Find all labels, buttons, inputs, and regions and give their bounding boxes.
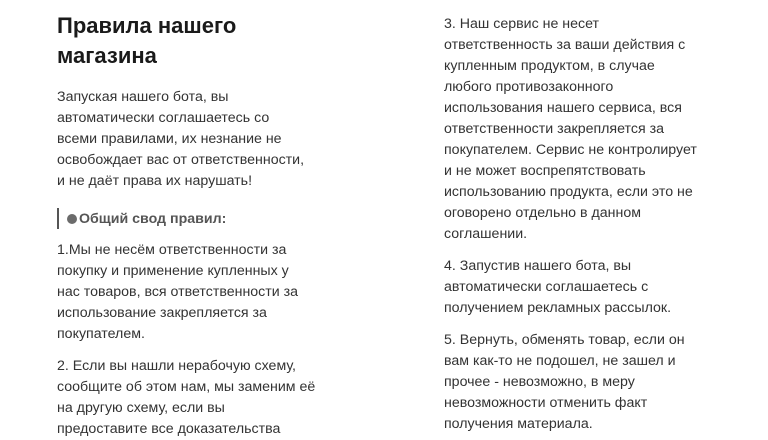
left-column [57,0,357,440]
rule-1: 1.Мы не несём ответственности за покупку и применение купленных у нас товаров, вся ответственности за использование закрепляется за покупателем. [57,242,299,342]
rule-2: 2. Если вы нашли нерабочую схему, сообщите об этом нам, мы заменим её на другую схему, если вы предоставите все доказательства [57,358,316,437]
rule-4: 4. Запустив нашего бота, вы автоматически соглашаетесь с получением рекламных рассылок. [444,258,672,316]
rule-5: 5. Вернуть, обменять товар, если он вам как-то не подошел, не зашел и прочее - невозможно, в меру невозможности отменить факт получения материала. [444,332,685,432]
section-label: Общий свод правил: [79,210,227,227]
bullet-icon [67,214,77,224]
rule-3: 3. Наш сервис не несет ответственность за ваши действия с купленным продуктом, в случае любого противозаконного использования нашего сервиса, вся ответственности закрепляется за покупателем. Сервис не контролирует и не может воспрепятствовать использованию продукта, если это не оговорено отдельно в данном соглашении. [444,16,697,242]
section-quote [57,208,357,229]
page-title: Правила нашего магазина [57,13,237,68]
intro-paragraph: Запуская нашего бота, вы автоматически соглашаетесь со всеми правилами, их незнание не освобождает вас от ответственности, и не даёт права их нарушать! [57,89,305,189]
right-column [444,0,744,435]
